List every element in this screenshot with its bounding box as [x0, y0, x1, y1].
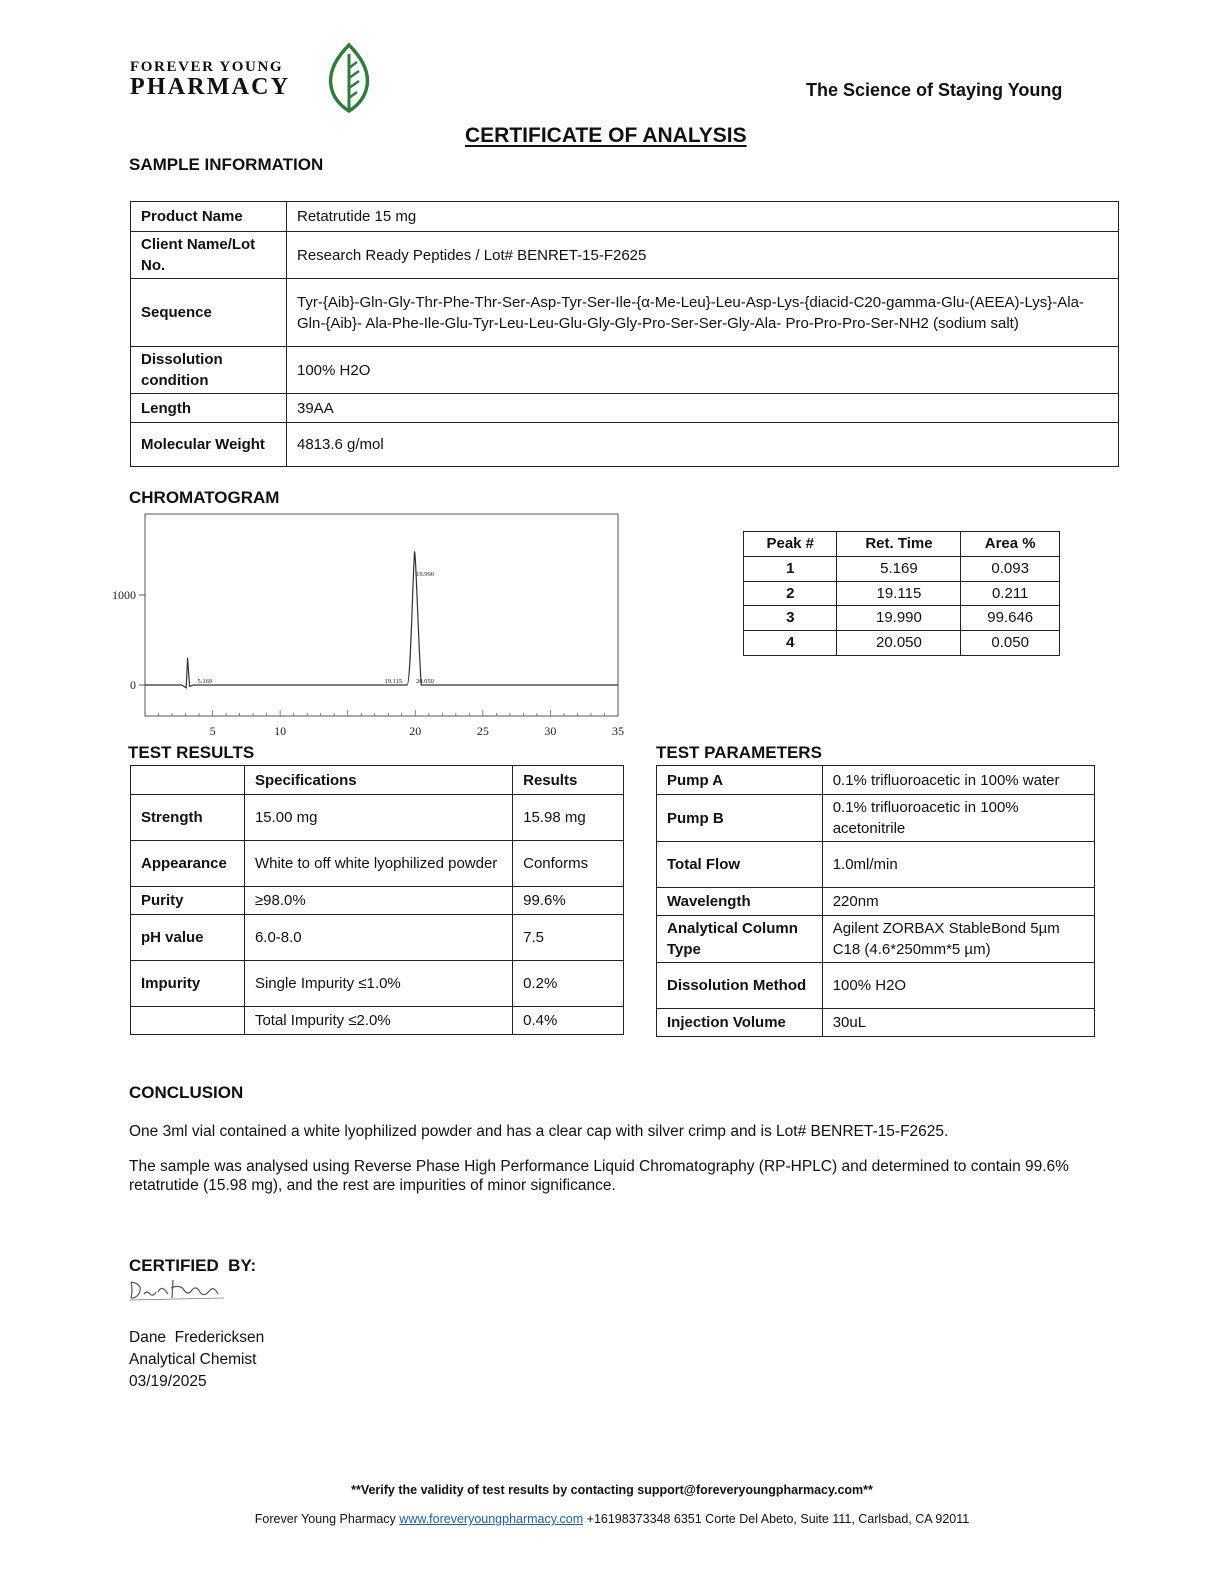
- cell: 100% H2O: [822, 963, 1094, 1009]
- cell: 99.6%: [513, 887, 624, 915]
- cell: 0.4%: [513, 1007, 624, 1035]
- table-row: [657, 842, 1095, 888]
- cell: 15.98 mg: [513, 795, 624, 841]
- cell: 0.1% trifluoroacetic in 100% water: [822, 766, 1094, 795]
- col-header: Peak #: [744, 532, 837, 557]
- row-label: Molecular Weight: [131, 423, 287, 467]
- row-value: Tyr-{Aib}-Gln-Gly-Thr-Phe-Thr-Ser-Asp-Tyr-Ser-Ile-{α-Me-Leu}-Leu-Asp-Lys-{diacid-C20-gamma-Glu-(AEEA)-Lys}-Ala-Gln-{Aib}- Ala-Phe-Ile-Glu-Tyr-Leu-Leu-Glu-Gly-Gly-Pro-Ser-Ser-Gly-Ala- Pro-Pro-Pro-Ser-NH2 (sodium salt): [287, 279, 1119, 347]
- footer-website-link[interactable]: www.foreveryoungpharmacy.com: [399, 1512, 584, 1526]
- peak-label: 5.169: [197, 678, 213, 685]
- col-header: Area %: [961, 532, 1060, 557]
- plot-frame: [145, 514, 618, 716]
- cell: 99.646: [961, 606, 1060, 631]
- test-parameters-table: [656, 765, 1095, 1037]
- row-value: Research Ready Peptides / Lot# BENRET-15-F2625: [287, 232, 1119, 279]
- cell: 19.115: [837, 581, 961, 606]
- col-header: Ret. Time: [837, 532, 961, 557]
- cell: White to off white lyophilized powder: [244, 841, 512, 887]
- cell: 7.5: [513, 915, 624, 961]
- cell: Pump B: [657, 795, 823, 842]
- cell: pH value: [131, 915, 245, 961]
- test-results-table: [130, 765, 624, 1035]
- peak-label: 20.050: [415, 678, 434, 685]
- table-row: [744, 606, 1060, 631]
- col-header: Results: [513, 766, 624, 795]
- cell: Strength: [131, 795, 245, 841]
- cell: 0.093: [961, 556, 1060, 581]
- test-results-heading: TEST RESULTS: [128, 743, 255, 762]
- logo-line1: FOREVER YOUNG: [130, 59, 284, 75]
- document-title: CERTIFICATE OF ANALYSIS: [465, 124, 747, 147]
- chromatogram-trace: [145, 552, 618, 688]
- row-label: Client Name/Lot No.: [131, 232, 287, 279]
- conclusion-paragraph-2: The sample was analysed using Reverse Phase High Performance Liquid Chromatography (RP-HPLC) and determined to contain 99.6% retatrutide (15.98 mg), and the rest are impurities of minor significance.: [129, 1158, 1069, 1195]
- cell: Analytical Column Type: [657, 916, 823, 963]
- table-row: [131, 202, 1119, 232]
- x-tick-label: 10: [274, 724, 287, 738]
- certifier-role: Analytical Chemist: [129, 1351, 257, 1368]
- table-row: [744, 581, 1060, 606]
- cell: Injection Volume: [657, 1009, 823, 1037]
- cell: Wavelength: [657, 888, 823, 916]
- table-row: [131, 841, 624, 887]
- col-header: Specifications: [244, 766, 512, 795]
- leaf-icon: [326, 42, 372, 114]
- signature-image: [128, 1276, 228, 1304]
- y-tick-label: 1000: [112, 588, 136, 602]
- tagline: The Science of Staying Young: [806, 80, 1063, 100]
- cell: ≥98.0%: [244, 887, 512, 915]
- sample-info-heading: SAMPLE INFORMATION: [129, 155, 324, 174]
- table-row: [744, 556, 1060, 581]
- cell: 220nm: [822, 888, 1094, 916]
- x-tick-label: 20: [409, 724, 422, 738]
- table-row: [131, 915, 624, 961]
- chromatogram-chart: [100, 505, 640, 745]
- peak-table: [743, 531, 1060, 656]
- table-row: [131, 1007, 624, 1035]
- x-tick-label: 30: [544, 724, 557, 738]
- row-label: Dissolution condition: [131, 347, 287, 394]
- cell: 1.0ml/min: [822, 842, 1094, 888]
- table-row: [131, 232, 1119, 279]
- cell: 20.050: [837, 631, 961, 656]
- cell: Agilent ZORBAX StableBond 5µm C18 (4.6*250mm*5 µm): [822, 916, 1094, 963]
- footer-line: [0, 1512, 1224, 1526]
- table-row: [131, 279, 1119, 347]
- y-tick-label: 0: [130, 678, 136, 692]
- cell: 0.2%: [513, 961, 624, 1007]
- x-tick-label: 5: [209, 724, 216, 738]
- row-label: Sequence: [131, 279, 287, 347]
- verify-notice: **Verify the validity of test results by contacting support@foreveryoungpharmacy.com**: [351, 1483, 873, 1497]
- test-parameters-heading: TEST PARAMETERS: [656, 743, 822, 762]
- cell: 15.00 mg: [244, 795, 512, 841]
- table-row: [131, 795, 624, 841]
- cell: 5.169: [837, 556, 961, 581]
- table-row: [131, 887, 624, 915]
- row-value: 4813.6 g/mol: [287, 423, 1119, 467]
- cell: 0.1% trifluoroacetic in 100% acetonitrile: [822, 795, 1094, 842]
- row-value: Retatrutide 15 mg: [287, 202, 1119, 232]
- certifier-name: Dane Fredericksen: [129, 1329, 265, 1346]
- cell: Conforms: [513, 841, 624, 887]
- cell: 4: [744, 631, 837, 656]
- table-header-row: [744, 532, 1060, 557]
- peak-label: 19.115: [384, 678, 403, 685]
- table-row: [131, 347, 1119, 394]
- cell: Impurity: [131, 961, 245, 1007]
- cell: Appearance: [131, 841, 245, 887]
- cell: [131, 1007, 245, 1035]
- footer-contact: +16198373348 6351 Corte Del Abeto, Suite 111, Carlsbad, CA 92011: [586, 1512, 970, 1526]
- logo-line2: PHARMACY: [130, 74, 291, 100]
- cell: 0.211: [961, 581, 1060, 606]
- cell: Purity: [131, 887, 245, 915]
- table-row: [657, 916, 1095, 963]
- table-header-row: [131, 766, 624, 795]
- table-row: [657, 888, 1095, 916]
- row-label: Product Name: [131, 202, 287, 232]
- table-row: [657, 963, 1095, 1009]
- cell: Pump A: [657, 766, 823, 795]
- table-row: [131, 394, 1119, 423]
- conclusion-heading: CONCLUSION: [129, 1083, 244, 1102]
- cell: [131, 766, 245, 795]
- cell: 3: [744, 606, 837, 631]
- table-row: [131, 423, 1119, 467]
- table-row: [657, 1009, 1095, 1037]
- cell: 19.990: [837, 606, 961, 631]
- row-value: 100% H2O: [287, 347, 1119, 394]
- peak-label: 19.990: [416, 570, 435, 578]
- x-tick-label: 35: [612, 724, 624, 738]
- chromatogram-heading: CHROMATOGRAM: [129, 488, 280, 507]
- x-tick-label: 25: [476, 724, 489, 738]
- table-row: [744, 631, 1060, 656]
- cell: Dissolution Method: [657, 963, 823, 1009]
- table-row: [131, 961, 624, 1007]
- table-row: [657, 766, 1095, 795]
- cell: 0.050: [961, 631, 1060, 656]
- conclusion-paragraph-1: One 3ml vial contained a white lyophilized powder and has a clear cap with silver crimp and is Lot# BENRET-15-F2625.: [129, 1123, 949, 1140]
- certification-date: 03/19/2025: [129, 1373, 207, 1390]
- row-label: Length: [131, 394, 287, 423]
- row-value: 39AA: [287, 394, 1119, 423]
- cell: Single Impurity ≤1.0%: [244, 961, 512, 1007]
- table-row: [657, 795, 1095, 842]
- cell: 6.0-8.0: [244, 915, 512, 961]
- footer-company: Forever Young Pharmacy: [254, 1512, 396, 1526]
- cell: 1: [744, 556, 837, 581]
- cell: Total Impurity ≤2.0%: [244, 1007, 512, 1035]
- cell: Total Flow: [657, 842, 823, 888]
- cell: 2: [744, 581, 837, 606]
- sample-info-table: [130, 201, 1119, 467]
- cell: 30uL: [822, 1009, 1094, 1037]
- certified-by-heading: CERTIFIED BY:: [129, 1256, 257, 1275]
